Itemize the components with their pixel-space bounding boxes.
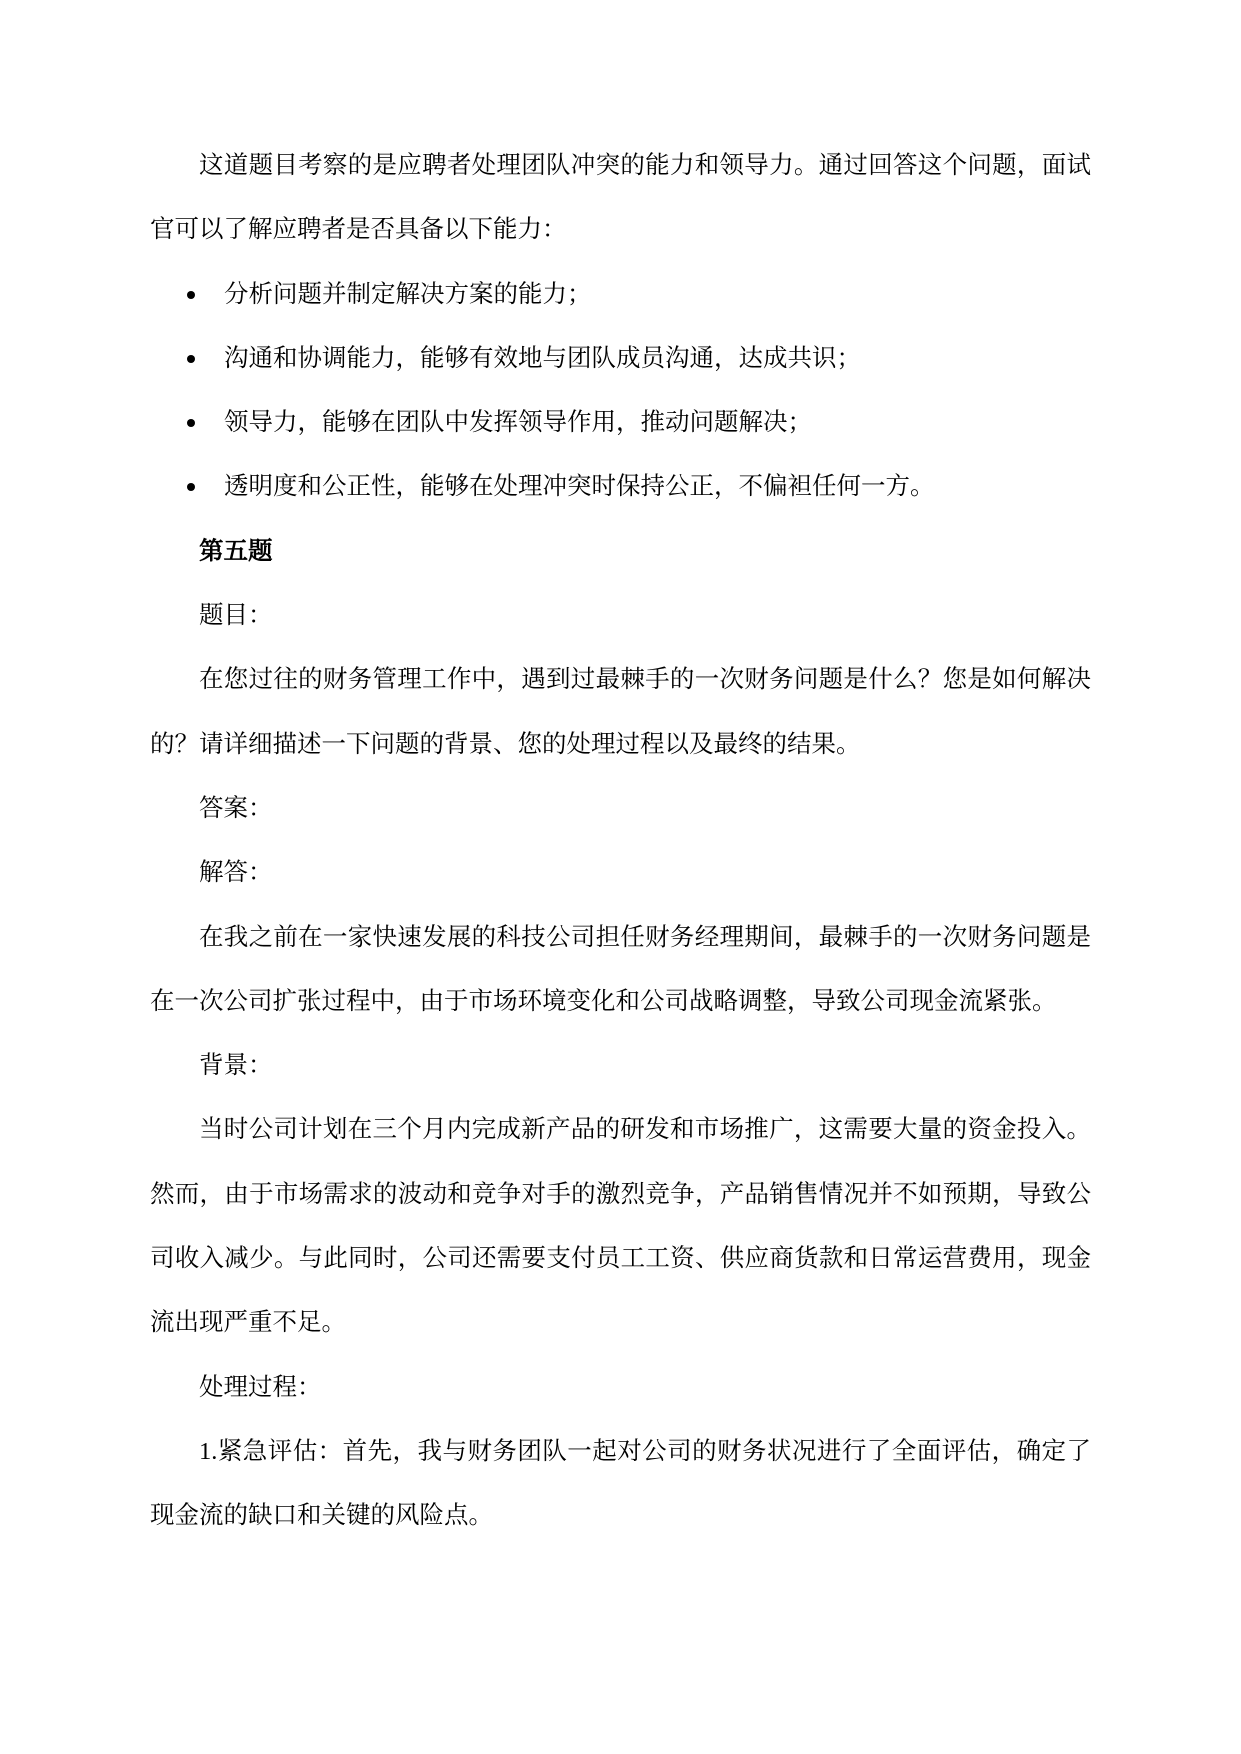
- bullet-icon: [187, 419, 195, 427]
- list-item: [150, 455, 1091, 519]
- process-step: 1.紧急评估：首先，我与财务团队一起对公司的财务状况进行了全面评估，确定了现金流的缺口和关键的风险点。: [150, 1437, 1091, 1530]
- document-body: [150, 134, 1091, 1549]
- list-item: [150, 327, 1091, 391]
- solution-label: 解答：: [199, 859, 273, 887]
- question-text: 在您过往的财务管理工作中，遇到过最棘手的一次财务问题是什么？您是如何解决的？请详细描述一下问题的背景、您的处理过程以及最终的结果。: [150, 666, 1091, 758]
- process-label: 处理过程：: [199, 1373, 322, 1401]
- bullet-icon: [187, 355, 195, 363]
- background-text: 当时公司计划在三个月内完成新产品的研发和市场推广，这需要大量的资金投入。然而，由于市场需求的波动和竞争对手的激烈竞争，产品销售情况并不如预期，导致公司收入减少。与此同时，公司还需要支付员工工资、供应商货款和日常运营费用，现金流出现严重不足。: [150, 1116, 1091, 1337]
- list-item-text: 领导力，能够在团队中发挥领导作用，推动问题解决；: [224, 409, 812, 437]
- ability-list: [150, 263, 1091, 520]
- list-item-text: 沟通和协调能力，能够有效地与团队成员沟通，达成共识；: [224, 344, 861, 372]
- section-heading: 第五题: [199, 537, 273, 565]
- question-label: 题目：: [199, 602, 273, 630]
- list-item: [150, 263, 1091, 327]
- list-item-text: 分析问题并制定解决方案的能力；: [224, 280, 592, 308]
- bullet-icon: [187, 483, 195, 491]
- list-item: [150, 391, 1091, 455]
- answer-label: 答案：: [199, 794, 273, 822]
- solution-intro: 在我之前在一家快速发展的科技公司担任财务经理期间，最棘手的一次财务问题是在一次公司扩张过程中，由于市场环境变化和公司战略调整，导致公司现金流紧张。: [150, 923, 1091, 1015]
- background-label: 背景：: [199, 1052, 273, 1080]
- bullet-icon: [187, 291, 195, 299]
- intro-paragraph: 这道题目考察的是应聘者处理团队冲突的能力和领导力。通过回答这个问题，面试官可以了解应聘者是否具备以下能力：: [150, 152, 1091, 244]
- list-item-text: 透明度和公正性，能够在处理冲突时保持公正，不偏袒任何一方。: [224, 473, 935, 501]
